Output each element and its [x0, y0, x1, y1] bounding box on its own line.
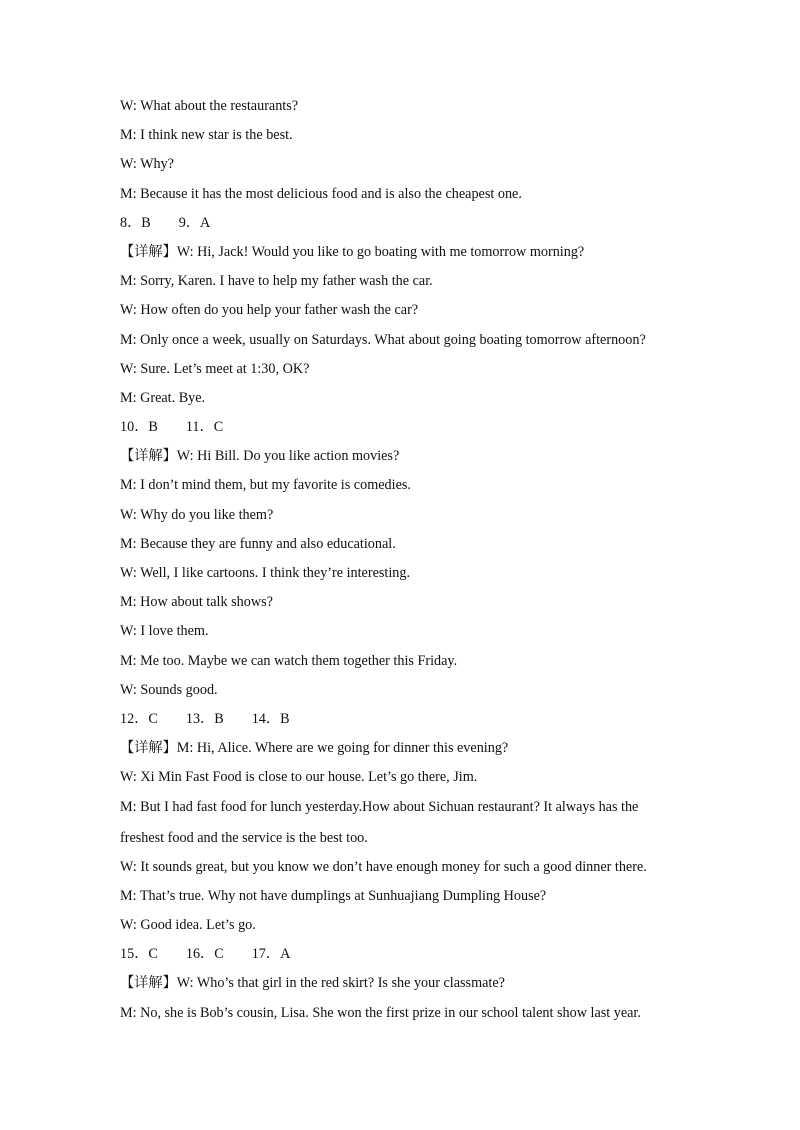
dialogue-line: 【详解】M: Hi, Alice. Where are we going for dinner this evening?	[120, 740, 509, 757]
dialogue-line: W: It sounds great, but you know we don’t have enough money for such a good dinner there.	[120, 858, 647, 875]
answer-item: 11．C	[185, 419, 224, 436]
answer-key-line	[120, 944, 680, 964]
dialogue-line: M: Me too. Maybe we can watch them together this Friday.	[120, 652, 458, 669]
dialogue-line: W: Why do you like them?	[120, 506, 274, 523]
dialogue-line: freshest food and the service is the best too.	[120, 829, 368, 846]
answer-item: 12．C	[120, 710, 158, 727]
document-page	[120, 96, 680, 1032]
answer-key-line	[120, 417, 680, 437]
dialogue-line: W: Good idea. Let’s go.	[120, 917, 256, 934]
answer-item: 15．C	[120, 946, 158, 963]
answer-key-line	[120, 213, 680, 233]
dialogue-line: W: Why?	[120, 156, 174, 173]
dialogue-line: M: How about talk shows?	[120, 594, 273, 611]
answer-item: 17．A	[251, 946, 291, 963]
answer-key-line	[120, 709, 680, 729]
dialogue-line: M: I don’t mind them, but my favorite is comedies.	[120, 477, 411, 494]
dialogue-line: W: I love them.	[120, 623, 209, 640]
answer-item: 16．C	[185, 946, 224, 963]
dialogue-line: M: Because it has the most delicious food and is also the cheapest one.	[120, 185, 522, 202]
dialogue-line: M: Only once a week, usually on Saturdays. What about going boating tomorrow afternoon?	[120, 331, 646, 348]
dialogue-line: W: Sure. Let’s meet at 1:30, OK?	[120, 360, 310, 377]
dialogue-line: 【详解】W: Who’s that girl in the red skirt? Is she your classmate?	[120, 975, 505, 992]
dialogue-line: W: How often do you help your father wash the car?	[120, 302, 419, 319]
answer-item: 14．B	[251, 710, 290, 727]
dialogue-line: 【详解】W: Hi, Jack! Would you like to go boating with me tomorrow morning?	[120, 243, 585, 260]
dialogue-line: M: Because they are funny and also educational.	[120, 535, 396, 552]
dialogue-line: 【详解】W: Hi Bill. Do you like action movies?	[120, 448, 400, 465]
answer-item: 9．A	[178, 214, 211, 231]
dialogue-line: M: I think new star is the best.	[120, 127, 293, 144]
dialogue-line: M: That’s true. Why not have dumplings at Sunhuajiang Dumpling House?	[120, 887, 547, 904]
dialogue-line: W: What about the restaurants?	[120, 98, 299, 114]
dialogue-line: M: No, she is Bob’s cousin, Lisa. She won the first prize in our school talent show last year.	[120, 1004, 641, 1021]
dialogue-line: W: Xi Min Fast Food is close to our house. Let’s go there, Jim.	[120, 769, 478, 786]
answer-item: 8．B	[120, 214, 151, 231]
dialogue-line: M: Great. Bye.	[120, 389, 206, 406]
dialogue-line: M: Sorry, Karen. I have to help my father wash the car.	[120, 273, 433, 290]
dialogue-line: M: But I had fast food for lunch yesterday.How about Sichuan restaurant? It always has the	[120, 798, 639, 815]
dialogue-line: W: Sounds good.	[120, 681, 218, 698]
dialogue-line: W: Well, I like cartoons. I think they’re interesting.	[120, 565, 411, 581]
answer-item: 13．B	[185, 710, 224, 727]
answer-item: 10．B	[120, 419, 158, 436]
